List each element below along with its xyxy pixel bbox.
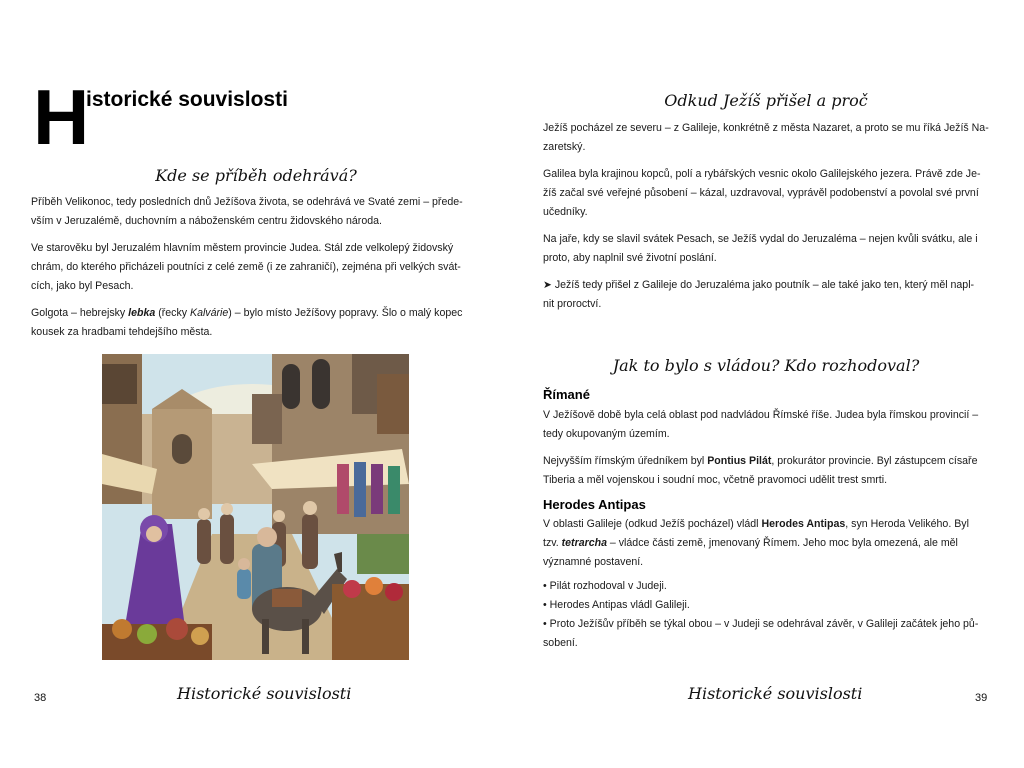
paragraph: Nejvyšším římským úředníkem byl Pontius Pilát, prokurátor provincie. Byl zástupcem císaře Tiberia a měl vojenskou i soudní moc, včetně pravomoci udělit trest smrti.: [543, 455, 978, 486]
right-body-romans: [543, 406, 991, 498]
paragraph: V oblasti Galileje (odkud Ježíš pocházel) vládl Herodes Antipas, syn Heroda Velikého. Byl tzv. tetrarcha – vládce části země, jmenovaný Římem. Jeho moc byla omezená, ale měl významné postavení.: [543, 518, 969, 568]
paragraph: Příběh Velikonoc, tedy posledních dnů Ježíšova života, se odehrává ve Svaté zemi – přede- vším v Jeruzalémě, duchovním a náboženském centru židovského národa.: [31, 196, 463, 227]
drop-cap: H: [33, 73, 90, 161]
subheading-romans: Římané: [543, 387, 590, 402]
right-body-origin: [543, 119, 991, 322]
paragraph-arrow: ➤ Ježíš tedy přišel z Galileje do Jeruzaléma jako poutník – ale také jako ten, který měl napl- nit proroctví.: [543, 279, 975, 310]
paragraph: Na jaře, kdy se slavil svátek Pesach, se Ježíš vydal do Jeruzaléma – nejen kvůli svátku, ale i proto, aby naplnil své životní poslání.: [543, 233, 978, 264]
paragraph-golgota: Golgota – hebrejsky lebka (řecky Kalvárie) – bylo místo Ježíšovy popravy. Šlo o malý kopec kousek za hradbami tehdejšího města.: [31, 307, 463, 338]
paragraph: V Ježíšově době byla celá oblast pod nadvládou Římské říše. Judea byla římskou provincií – tedy okupovaným územím.: [543, 409, 979, 440]
left-body-text: [31, 193, 471, 350]
market-illustration: [102, 354, 409, 660]
list-item: • Pilát rozhodoval v Judeji.: [543, 577, 991, 596]
paragraph: Ježíš pocházel ze severu – z Galileje, konkrétně z města Nazaret, a proto se mu říká Ježíš Na- zaretský.: [543, 122, 989, 153]
footer-title-right: Historické souvislosti: [688, 684, 863, 703]
page-number-left: 38: [34, 692, 47, 704]
section-heading-where: Kde se příběh odehrává?: [155, 166, 357, 185]
list-item: • Proto Ježíšův příběh se týkal obou – v Judeji se odehrával závěr, v Galileji začátek jeho pů- sobení.: [543, 615, 991, 653]
summary-bullets: [543, 577, 991, 653]
footer-title-left: Historické souvislosti: [177, 684, 352, 703]
page-title: istorické souvislosti: [86, 88, 288, 111]
list-item: • Herodes Antipas vládl Galileji.: [543, 596, 991, 615]
subheading-herodes: Herodes Antipas: [543, 497, 646, 512]
section-heading-rule: Jak to bylo s vládou? Kdo rozhodoval?: [612, 356, 920, 375]
page-number-right: 39: [975, 692, 988, 704]
right-body-herodes: [543, 515, 991, 580]
paragraph: Galilea byla krajinou kopců, polí a rybářských vesnic okolo Galilejského jezera. Právě zde Je- žíš začal své veřejné působení – kázal, uzdravoval, vyprávěl podobenství a povolal své první učedníky.: [543, 168, 981, 218]
section-heading-origin: Odkud Ježíš přišel a proč: [664, 91, 868, 110]
paragraph: Ve starověku byl Jeruzalém hlavním městem provincie Judea. Stál zde velkolepý židovský chrám, do kterého přicházeli poutníci z celé země (i ze zahraničí), zejména při velkých svát- cích, jako byl Pesach.: [31, 242, 461, 292]
